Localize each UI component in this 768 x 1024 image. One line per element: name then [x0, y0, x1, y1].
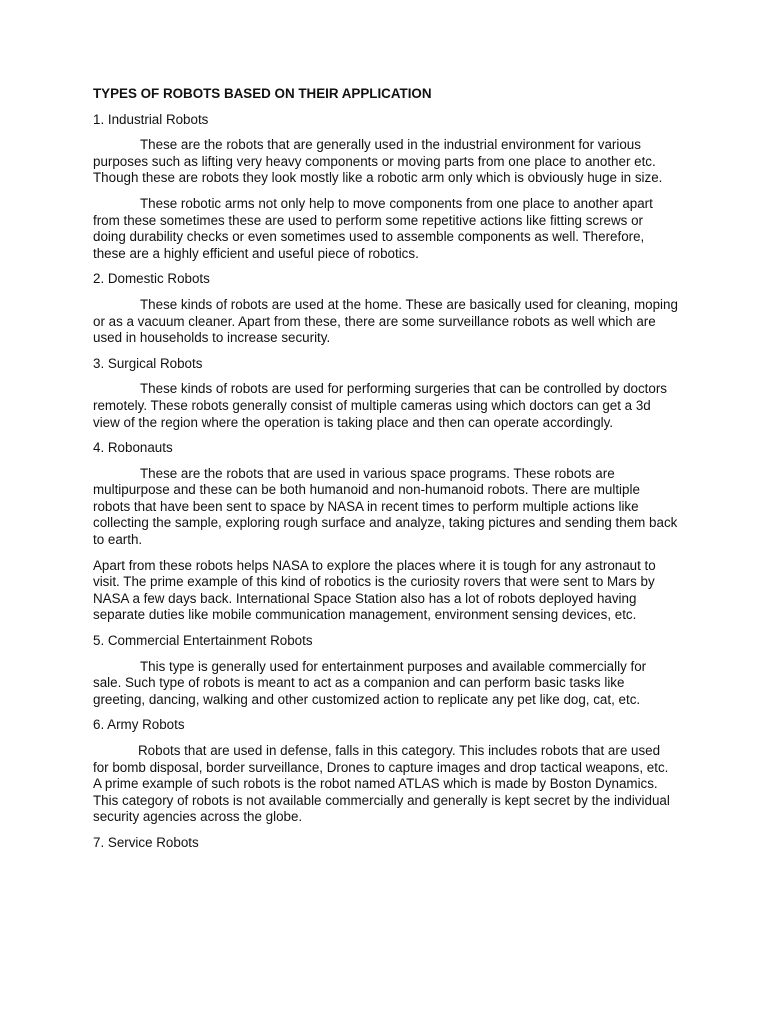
document-title: TYPES OF ROBOTS BASED ON THEIR APPLICATION — [93, 86, 432, 101]
section-heading-domestic: 2. Domestic Robots — [93, 271, 210, 287]
section-heading-surgical: 3. Surgical Robots — [93, 355, 203, 371]
section-heading-service: 7. Service Robots — [93, 834, 199, 850]
paragraph: Robots that are used in defense, falls in this category. This includes robots that are used for bomb disposal, border surveillance, Drones to capture images and drop tactical weapons, etc. A prime example of such robots is the robot named ATLAS which is made by Boston Dynamics. This category of robots is not available commercially and generally is kept secret by the individual security agencies across the globe. — [93, 743, 670, 825]
section-heading-robonauts: 4. Robonauts — [93, 440, 173, 456]
section-heading-entertainment: 5. Commercial Entertainment Robots — [93, 633, 313, 649]
paragraph: These are the robots that are generally used in the industrial environment for various purposes such as lifting very heavy components or moving parts from one place to another etc. Though these are robots they look mostly like a robotic arm only which is obviously huge in size. — [93, 137, 663, 186]
section-heading-industrial: 1. Industrial Robots — [93, 111, 209, 127]
section-heading-army: 6. Army Robots — [93, 717, 185, 733]
paragraph: These kinds of robots are used at the home. These are basically used for cleaning, moping or as a vacuum cleaner. Apart from these, there are some surveillance robots as well which are used in households to increase security. — [93, 296, 678, 346]
paragraph: These kinds of robots are used for performing surgeries that can be controlled by doctors remotely. These robots generally consist of multiple cameras using which doctors can get a 3d view of the region where the operation is taking place and then can operate accordingly. — [93, 381, 667, 430]
paragraph: These are the robots that are used in various space programs. These robots are multipurpose and these can be both humanoid and non-humanoid robots. There are multiple robots that have been sent to space by NASA in recent times to perform multiple actions like collecting the sample, exploring rough surface and analyze, taking pictures and sending them back to earth. — [93, 465, 678, 548]
paragraph: Apart from these robots helps NASA to explore the places where it is tough for any astronaut to visit. The prime example of this kind of robotics is the curiosity rovers that were sent to Mars by NASA a few days back. International Space Station also has a lot of robots deployed having separate duties like mobile communication management, environment sensing devices, etc. — [93, 557, 656, 623]
paragraph: These robotic arms not only help to move components from one place to another apart from these sometimes these are used to perform some repetitive actions like fitting screws or doing durability checks or even sometimes used to assemble components as well. Therefore, these are a highly efficient and useful piece of robotics. — [93, 195, 653, 261]
paragraph: This type is generally used for entertainment purposes and available commercially for sale. Such type of robots is meant to act as a companion and can perform basic tasks like greeting, dancing, walking and other customized action to replicate any pet like dog, cat, etc. — [93, 658, 647, 707]
